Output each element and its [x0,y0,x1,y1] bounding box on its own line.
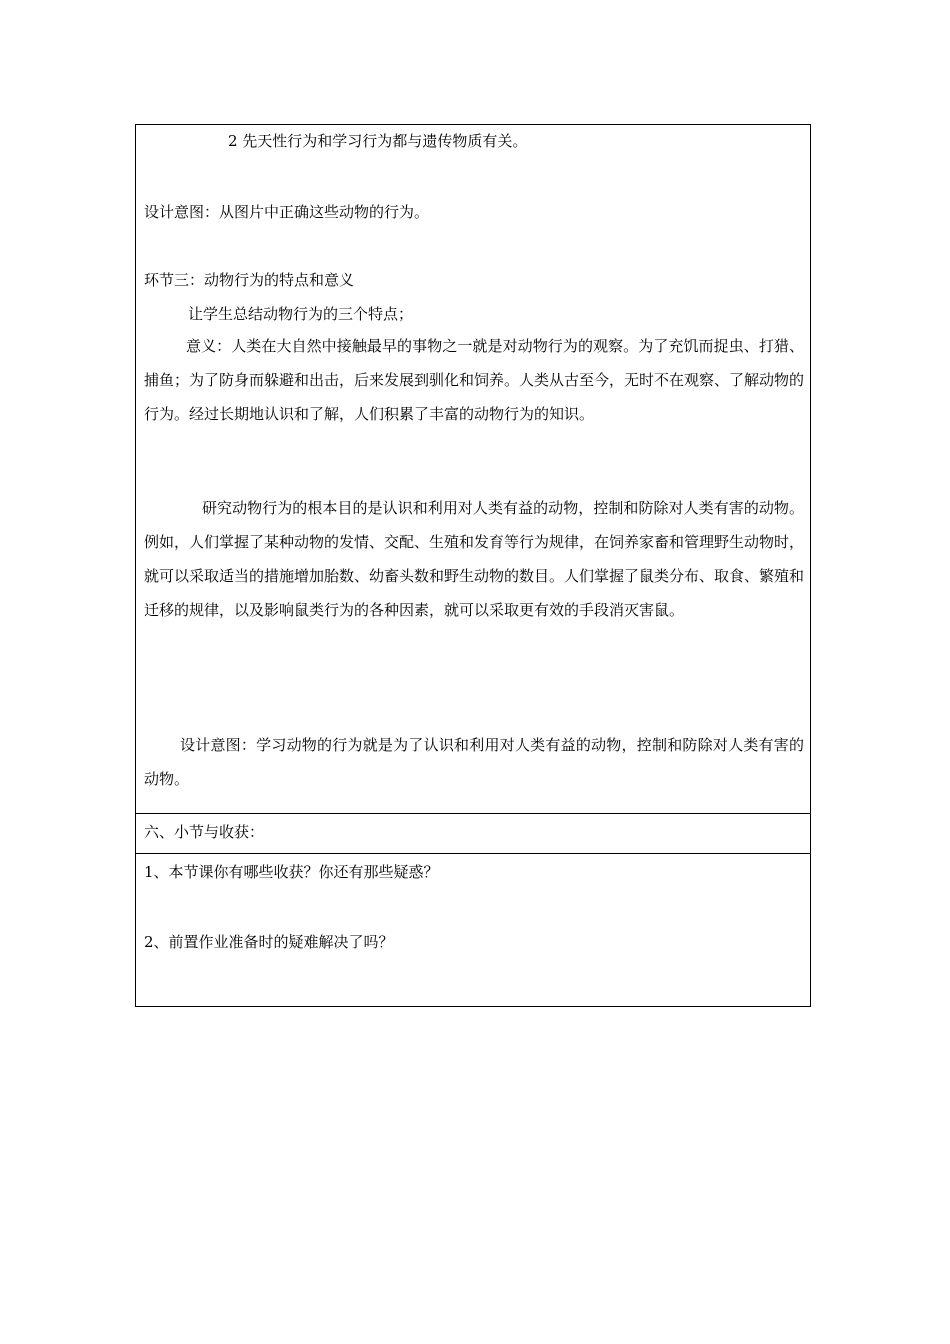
questions-cell [136,853,810,1006]
features-prompt: 让学生总结动物行为的三个特点； [188,305,414,323]
meaning-paragraph: 意义：人类在大自然中接触最早的事物之一就是对动物行为的观察。为了充饥而捉虫、打猎、捕鱼；为了防身而躲避和出击，后来发展到驯化和饲养。人类从古至今，无时不在观察、了解动物的行为。经过长期地认识和了解，人们积累了丰富的动物行为的知识。 [144,337,805,423]
lesson-table [135,124,811,1007]
lesson-content-cell [136,125,810,813]
question-2: 2、前置作业准备时的疑难解决了吗？ [144,933,394,951]
question-1: 1、本节课你有哪些收获？你还有那些疑惑？ [144,863,439,881]
research-paragraph: 研究动物行为的根本目的是认识和利用对人类有益的动物，控制和防除对人类有害的动物。例如，人们掌握了某种动物的发情、交配、生殖和发育等行为规律，在饲养家畜和管理野生动物时，就可以采取适当的措施增加胎数、幼畜头数和野生动物的数目。人们掌握了鼠类分布、取食、繁殖和迁移的规律，以及影响鼠类行为的各种因素，就可以采取更有效的手段消灭害鼠。 [144,499,805,619]
design-intent-2: 设计意图：学习动物的行为就是为了认识和利用对人类有益的动物，控制和防除对人类有害的动物。 [144,736,804,788]
point-2-text: 2 先天性行为和学习行为都与遗传物质有关。 [228,132,528,150]
section-3-title: 环节三：动物行为的特点和意义 [144,271,355,289]
design-intent-1: 设计意图：从图片中正确这些动物的行为。 [144,203,430,221]
summary-cell [136,813,810,853]
summary-title: 六、小节与收获： [144,823,265,841]
